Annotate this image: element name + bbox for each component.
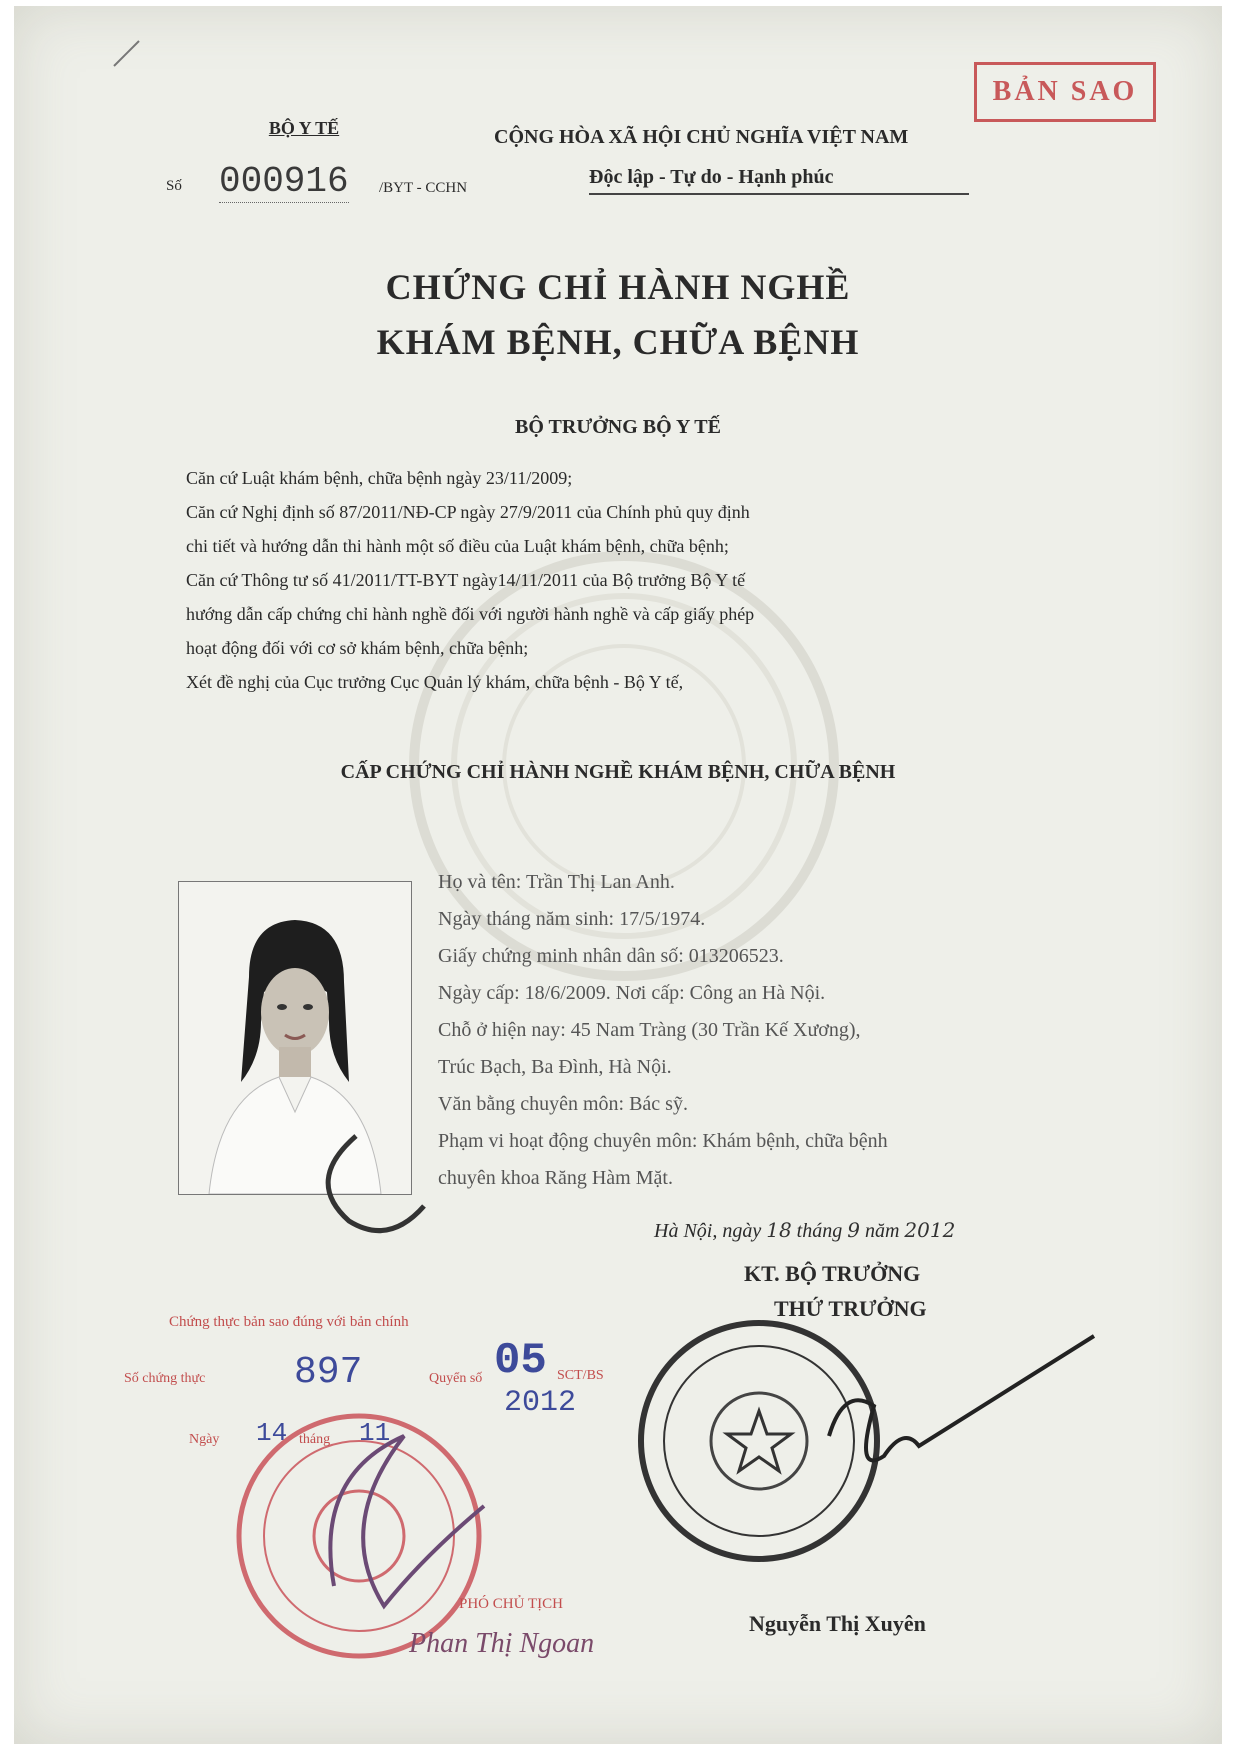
certification-title: Chứng thực bản sao đúng với bản chính	[169, 1314, 409, 1330]
basis-line: hướng dẫn cấp chứng chỉ hành nghề đối với người hành nghề và cấp giấy phép	[186, 604, 755, 624]
holder-degree: Văn bằng chuyên môn: Bác sỹ.	[438, 1093, 688, 1115]
issuer-heading: BỘ TRƯỞNG BỘ Y TẾ	[515, 416, 721, 438]
certification-number: 897	[294, 1351, 363, 1394]
issue-month-label: tháng	[796, 1220, 843, 1242]
certification-day: 14	[256, 1418, 288, 1448]
vice-chair-name: Phan Thị Ngoan	[409, 1628, 595, 1659]
grant-heading: CẤP CHỨNG CHỈ HÀNH NGHỀ KHÁM BỆNH, CHỮA BỆNH	[340, 761, 896, 783]
ministry-seal	[641, 1323, 877, 1559]
holder-scope-cont: chuyên khoa Răng Hàm Mặt.	[438, 1167, 673, 1189]
holder-address-cont: Trúc Bạch, Ba Đình, Hà Nội.	[438, 1056, 672, 1078]
book-suffix: SCT/BS	[557, 1368, 604, 1383]
commune-seal	[239, 1416, 479, 1656]
holder-birthdate: Ngày tháng năm sinh: 17/5/1974.	[438, 908, 706, 930]
basis-line: Căn cứ Thông tư số 41/2011/TT-BYT ngày14/11/2011 của Bộ trưởng Bộ Y tế	[186, 570, 746, 590]
ministry-name: BỘ Y TẾ	[268, 118, 340, 138]
holder-name: Họ và tên: Trần Thị Lan Anh.	[438, 871, 675, 893]
issue-place-label: Hà Nội, ngày	[654, 1220, 762, 1242]
certification-month: 11	[359, 1418, 391, 1448]
certification-date-label: Ngày	[189, 1432, 220, 1447]
document-title-line2: KHÁM BỆNH, CHỮA BỆNH	[376, 322, 860, 362]
seal-and-signatures	[14, 6, 1222, 1744]
certification-month-label: tháng	[299, 1432, 331, 1447]
book-number-label: Quyển số	[429, 1371, 483, 1386]
number-suffix: /BYT - CCHN	[379, 180, 468, 196]
issue-year: 2012	[904, 1218, 956, 1242]
vice-chair-title: PHÓ CHỦ TỊCH	[459, 1596, 563, 1612]
copy-stamp: BẢN SAO	[974, 62, 1156, 122]
signatory-title-2: THỨ TRƯỞNG	[774, 1296, 927, 1321]
certificate-page	[14, 6, 1222, 1744]
basis-line: Xét đề nghị của Cục trưởng Cục Quản lý khám, chữa bệnh - Bộ Y tế,	[186, 672, 684, 692]
certificate-number: 000916	[219, 161, 349, 202]
issue-year-label: năm	[864, 1220, 900, 1242]
holder-scope: Phạm vi hoạt động chuyên môn: Khám bệnh, chữa bệnh	[438, 1130, 888, 1152]
basis-line: hoạt động đối với cơ sở khám bệnh, chữa bệnh;	[186, 638, 529, 658]
national-motto: Độc lập - Tự do - Hạnh phúc	[589, 166, 969, 195]
signatory-name: Nguyễn Thị Xuyên	[749, 1611, 926, 1636]
certification-year: 2012	[504, 1386, 577, 1420]
certification-number-label: Số chứng thực	[124, 1371, 206, 1386]
holder-address: Chỗ ở hiện nay: 45 Nam Tràng (30 Trần Kế Xương),	[438, 1019, 861, 1041]
issue-day: 18	[766, 1218, 792, 1242]
number-label: Số	[166, 178, 182, 194]
basis-line: Căn cứ Luật khám bệnh, chữa bệnh ngày 23/11/2009;	[186, 468, 573, 488]
signatory-title-1: KT. BỘ TRƯỞNG	[744, 1261, 921, 1286]
book-number: 05	[494, 1336, 547, 1386]
basis-line: chi tiết và hướng dẫn thi hành một số điều của Luật khám bệnh, chữa bệnh;	[186, 536, 729, 556]
issue-month: 9	[847, 1218, 860, 1242]
basis-line: Căn cứ Nghị định số 87/2011/NĐ-CP ngày 27/9/2011 của Chính phủ quy định	[186, 502, 750, 522]
document-title-line1: CHỨNG CHỈ HÀNH NGHỀ	[385, 267, 851, 307]
holder-id-issue: Ngày cấp: 18/6/2009. Nơi cấp: Công an Hà Nội.	[438, 982, 826, 1004]
republic-name: CỘNG HÒA XÃ HỘI CHỦ NGHĨA VIỆT NAM	[494, 126, 909, 148]
holder-id-number: Giấy chứng minh nhân dân số: 013206523.	[438, 945, 784, 967]
